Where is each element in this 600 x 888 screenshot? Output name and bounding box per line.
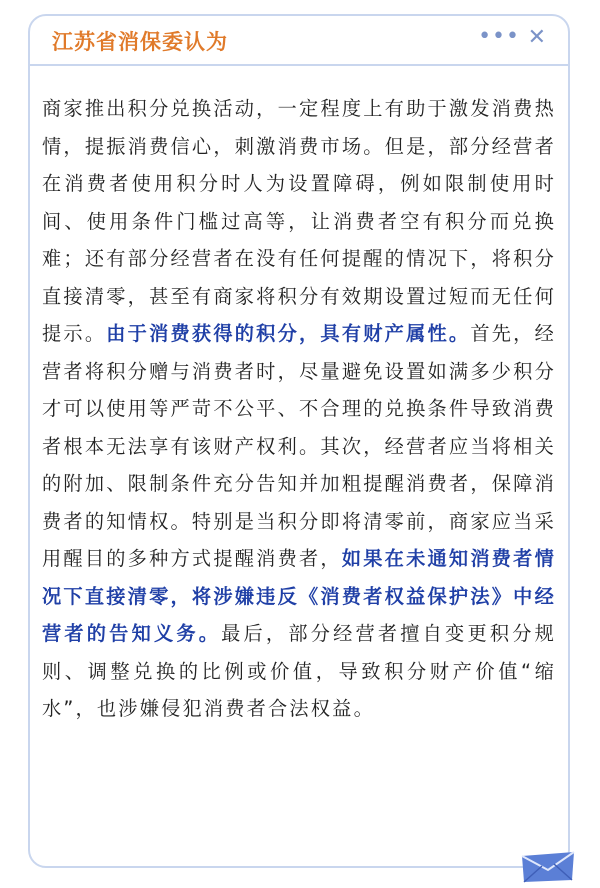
highlight-text-segment: 如果在未通知消费者情况下直接清零，将涉嫌违反《消费者权益保护法》中经营者的告知义务。 [42, 547, 556, 645]
text-segment: 最后，部分经营者擅自变更积分规则、调整兑换的比例或价值，导致积分财产价值“缩水”，也涉嫌侵犯消费者合法权益。 [42, 622, 557, 720]
text-segment: 首先，经营者将积分赠与消费者时，尽量避免设置如满多少积分才可以使用等严苛不公平、不合理的兑换条件导致消费者根本无法享有该财产权利。其次，经营者应当将相关的附加、限制条件充分告知并加粗提醒消费者，保障消费者的知情权。特别是当积分即将清零前，商家应当采用醒目的多种方式提醒消费者， [42, 322, 556, 570]
card-body-text [42, 90, 556, 728]
card-header [30, 16, 568, 66]
card-title: 江苏省消保委认为 [52, 30, 228, 54]
close-icon[interactable]: ✕ [527, 25, 546, 50]
envelope-icon [520, 850, 576, 888]
more-dots-icon[interactable]: ••• [478, 24, 520, 49]
text-segment: 商家推出积分兑换活动，一定程度上有助于激发消费热情，提振消费信心，刺激消费市场。但是，部分经营者在消费者使用积分时人为设置障碍，例如限制使用时间、使用条件门槛过高等，让消费者空有积分而兑换难；还有部分经营者在没有任何提醒的情况下，将积分直接清零，甚至有商家将积分有效期设置过短而无任何提示。 [42, 97, 556, 345]
info-card [28, 14, 570, 868]
highlight-text-segment: 由于消费获得的积分，具有财产属性。 [106, 322, 471, 345]
